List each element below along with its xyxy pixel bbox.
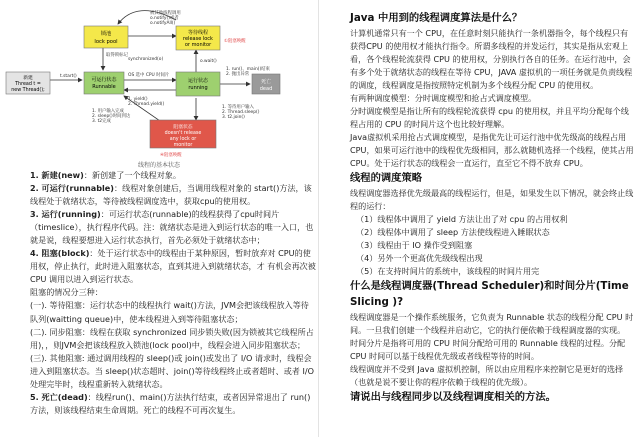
svg-text:1. 等待用户输入: 1. 等待用户输入 [222,105,254,110]
item-dead: 5. 死亡(dead)：线程run()、main()方法执行结束，或者因异常退出了 run()方法，则该线程结束生命周期。死亡的线程不可再次复生。 [30,391,311,415]
block-case-2: (二). 同步阻塞：线程在获取 synchronized 同步锁失败(因为锁被其它线程所占用)，，则JVM会把该线程放入锁池(lock pool)中，线程会进入同步阻塞状态； [30,326,314,350]
svg-text:OS 选中 CPU 时间片: OS 选中 CPU 时间片 [128,73,170,78]
block-case-1: (一). 等待阻塞：运行状态中的线程执行 wait()方法，JVM会把该线程放入等待队列(waitting queue)中，使本线程进入到等待阻塞状态； [30,300,309,324]
svg-text:2. Thread.sleep(): 2. Thread.sleep() [222,110,260,115]
svg-text:2. Thread.yield(): 2. Thread.yield() [128,102,165,107]
page-divider [318,0,319,437]
para-strategy: 线程调度器选择优先级最高的线程运行，但是，如果发生以下情况，就会终止线程的运行： [350,187,634,211]
right-text-body [350,10,634,406]
heading-strategy: 线程的调度策略 [350,172,423,185]
strategy-item-4: （4）另外一个更高优先级线程出现 [356,252,483,263]
item-running: 3. 运行(running)：可运行状态(runnable)的线程获得了cpu时间片（timeslice），执行程序代码。注：就绪状态是进入到运行状态的唯一入口，也就是说，线程要想进入运行状态执行，首先必须处于就绪状态中； [30,209,314,246]
svg-text:2. sleep()时间到达: 2. sleep()时间到达 [92,114,131,119]
svg-text:new Thread();: new Thread(); [11,88,45,93]
strategy-item-2: （2）线程体中调用了 sleep 方法使线程进入睡眠状态 [356,226,550,237]
item-new: 1. 新建(new)：新创建了一个线程对象。 [30,170,181,180]
heading-scheduling-algorithm: Java 中用到的线程调度算法是什么？ [350,12,523,24]
left-text-body [30,169,316,417]
svg-text:1. run()、main()结束: 1. run()、main()结束 [226,67,270,72]
svg-text:doesn't release: doesn't release [164,131,202,136]
item-block: 4. 阻塞(block)：处于运行状态中的线程由于某种原因，暂时放弃对 CPU的使用权，停止执行，此时进入阻塞状态，直到其进入到就绪状态，才 有机会再次被 CPU 调用以进入到运行状态。 [30,248,316,285]
para-time-slicing: 时间分片是指将可用的 CPU 时间分配给可用的 Runnable 线程的过程。分配 CPU 时间可以基于线程优先级或者线程等待的时间。 [350,337,626,361]
right-page [320,0,640,437]
svg-text:3. t2.join(): 3. t2.join() [222,115,245,120]
strategy-item-5: （5）在支持时间片的系统中，该线程的时间片用完 [356,265,540,276]
running-box [176,72,220,96]
svg-text:运行状态: 运行状态 [187,78,209,84]
svg-text:3. t2完成: 3. t2完成 [92,119,111,124]
svg-text:o.notify()或者: o.notify()或者 [150,16,179,21]
svg-text:新建: 新建 [23,76,33,81]
thread-state-diagram [0,0,318,170]
para-time-sharing: 分时调度模型是指让所有的线程轮流获得 cpu 的使用权，并且平均分配每个线程占用的 CPU 的时间片这个也比较好理解。 [350,105,629,129]
item-runnable: 2. 可运行(runnable)：线程对象创建后，当调用线程对象的 start()方法，该线程处于就绪状态，等待被线程调度选中，获取cpu的使用权。 [30,183,312,207]
heading-scheduler: 什么是线程调度器(Thread Scheduler)和时间分片(Time Slicing )? [350,279,629,309]
svg-text:release lock: release lock [183,36,213,42]
svg-text:monitor: monitor [173,143,193,148]
svg-text:阻塞状态: 阻塞状态 [173,125,193,130]
svg-text:2. 抛出异常: 2. 抛出异常 [226,72,250,77]
svg-text:1. yield(): 1. yield() [128,97,148,102]
svg-text:取得锁标记: 取得锁标记 [106,53,128,58]
left-page [0,0,318,437]
svg-text:死亡: 死亡 [260,79,272,85]
svg-text:o.wait(): o.wait() [200,59,217,64]
svg-text:Runnable: Runnable [92,84,116,90]
diagram-caption: 线程的基本状态 [137,162,180,169]
svg-text:synchronized(o): synchronized(o) [128,57,164,62]
runnable-box [84,72,124,94]
svg-text:①阻塞唤醒: ①阻塞唤醒 [224,39,246,44]
block-case-3: (三). 其他阻塞: 通过调用线程的 sleep()或 join()或发出了 I/O 请求时，线程会进入到阻塞状态。当 sleep()状态超时、join()等待线程终止或者超时、或者 I/O 处理完毕时，线程重新转入就绪状态。 [30,352,314,389]
para-jvm-control: 线程调度并不受到 Java 虚拟机控制，所以由应用程序来控制它是更好的选择（也就是说不要让你的程序依赖于线程的优先级）。 [350,364,624,388]
svg-text:running: running [188,85,208,91]
svg-text:lock pool: lock pool [94,39,118,45]
svg-text:dead: dead [259,86,273,92]
svg-text:o.notifyAll(): o.notifyAll() [150,21,176,26]
block-cases-title: 阻塞的情况分三种： [30,287,103,298]
svg-text:④阻塞唤醒: ④阻塞唤醒 [160,153,182,158]
svg-text:t.start(): t.start() [60,74,77,79]
strategy-item-1: （1）线程体中调用了 yield 方法让出了对 cpu 的占用权利 [356,213,568,224]
strategy-item-3: （3）线程由于 IO 操作受到阻塞 [356,239,473,250]
para-models: 有两种调度模型：分时调度模型和抢占式调度模型。 [350,92,537,103]
para-preemptive: Java虚拟机采用抢占式调度模型，是指优先让可运行池中优先级高的线程占用CPU，如果可运行池中的线程优先级相同，那么就随机选择一个线程，使其占用CPU。处于运行状态的线程会一直运行，直至它不得不放弃 CPU。 [350,131,634,168]
svg-text:Thread t =: Thread t = [15,82,41,87]
svg-text:可运行状态: 可运行状态 [91,77,117,83]
svg-text:any lock or: any lock or [169,137,197,142]
svg-text:or monitor: or monitor [184,42,212,48]
svg-text:1. 用户输入完成: 1. 用户输入完成 [92,109,124,114]
svg-text:被其他线程调用: 被其他线程调用 [150,11,181,16]
para-cpu: 计算机通常只有一个 CPU，在任意时刻只能执行一条机器指令，每个线程只有获得CPU 的使用权才能执行指令。所谓多线程的并发运行，其实是指从宏观上看，各个线程轮流获得 CPU 的使用权，分别执行各自的任务。在运行池中，会有多个处于就绪状态的线程在等待 CPU，JAVA 虚拟机的一项任务就是负责线程的调度，线程调度是指按照特定机制为多个线程分配 CPU 的使用权。 [350,27,633,90]
lock-pool-label: 锁池 [100,31,112,37]
heading-sync-methods: 请说出与线程同步以及线程调度相关的方法。 [350,391,556,404]
svg-text:等待线程: 等待线程 [187,30,209,36]
para-scheduler: 线程调度器是一个操作系统服务，它负责为 Runnable 状态的线程分配 CPU 时间。一旦我们创建一个线程并启动它，它的执行便依赖于线程调度器的实现。 [350,311,634,335]
